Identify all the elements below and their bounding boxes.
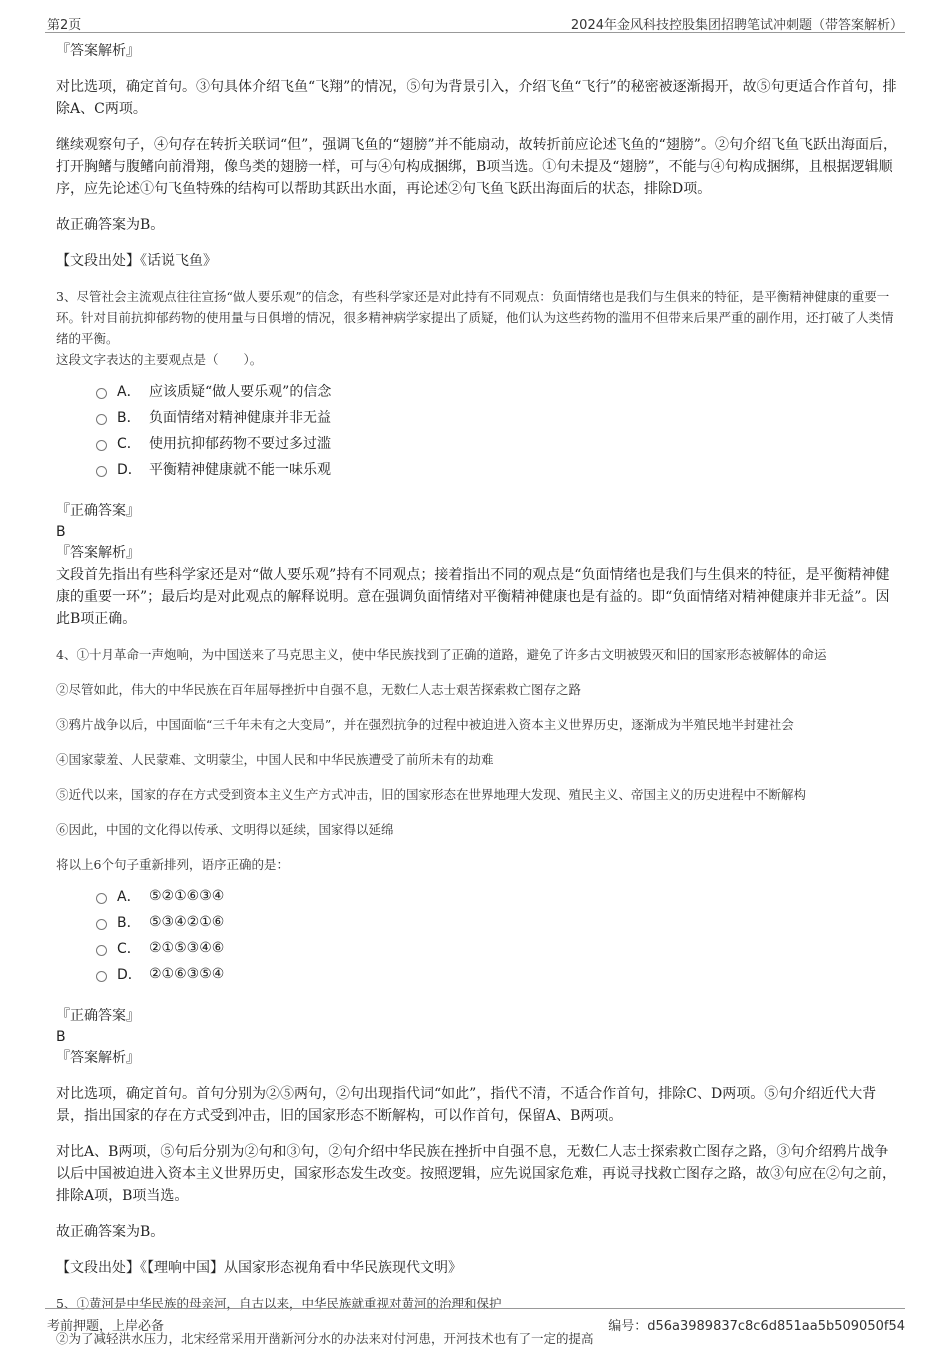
radio-icon[interactable] xyxy=(96,440,107,451)
q3-analysis-heading: 『答案解析』 xyxy=(56,545,140,561)
option-letter: D． xyxy=(117,462,142,478)
q4-source: 【文段出处】《【理响中国】从国家形态视角看中华民族现代文明》 xyxy=(56,1260,462,1276)
q2-analysis-p2: 继续观察句子，④句存在转折关联词“但”，强调飞鱼的“翅膀”并不能扇动，故转折前应论述飞鱼的“翅膀”。②句介绍飞鱼飞跃出海面后，打开胸鳍与腹鳍向前滑翔，像鸟类的翅膀一样，可与④句构成捆绑，B项当选。①句未提及“翅膀”，不能与④句构成捆绑，且根据逻辑顺序，应先论述①句飞鱼特殊的结构可以帮助其跃出水面，再论述②句飞鱼飞跃出海面后的状态，排除D项。 xyxy=(56,137,897,197)
radio-icon[interactable] xyxy=(96,919,107,930)
q4-sentence-5: ⑤近代以来，国家的存在方式受到资本主义生产方式冲击，旧的国家形态在世界地理大发现、殖民主义、帝国主义的历史进程中不断解构 xyxy=(56,787,807,802)
q2-analysis-p1: 对比选项，确定首句。③句具体介绍飞鱼“飞翔”的情况，⑤句为背景引入，介绍飞鱼“飞行”的秘密被逐渐揭开，故⑤句更适合作首句，排除A、C两项。 xyxy=(56,79,897,117)
q2-source: 【文段出处】《话说飞鱼》 xyxy=(56,253,217,269)
option-letter: B． xyxy=(117,410,141,426)
document-title: 2024年金风科技控股集团招聘笔试冲刺题（带答案解析） xyxy=(570,18,903,33)
q4-analysis-heading: 『答案解析』 xyxy=(56,1050,140,1066)
q4-options xyxy=(96,883,902,987)
q3-stem: 3、尽管社会主流观点往往宣扬“做人要乐观”的信念，有些科学家还是对此持有不同观点：负面情绪也是我们与生俱来的特征，是平衡精神健康的重要一环。针对目前抗抑郁药物的使用量与日俱增的情况，很多精神病学家提出了质疑，他们认为这些药物的滥用不但带来后果严重的副作用，还打破了人类情绪的平衡。 xyxy=(56,289,894,346)
q4-sentence-1: 4、①十月革命一声炮响，为中国送来了马克思主义，使中华民族找到了正确的道路，避免了许多古文明被毁灭和旧的国家形态被解体的命运 xyxy=(56,647,827,662)
q4-question: 将以上6个句子重新排列，语序正确的是： xyxy=(56,857,289,872)
q4-analysis-p1: 对比选项，确定首句。首句分别为②⑤两句，②句出现指代词“如此”，指代不清，不适合作首句，排除C、D两项。⑤句介绍近代大背景，指出国家的存在方式受到冲击，旧的国家形态不断解构，可以作首句，保留A、B两项。 xyxy=(56,1086,877,1124)
option-letter: C． xyxy=(117,941,141,957)
q3-option-b[interactable] xyxy=(96,404,902,430)
option-text: 平衡精神健康就不能一味乐观 xyxy=(149,462,331,478)
q3-option-a[interactable] xyxy=(96,378,902,404)
option-text: ②①⑤③④⑥ xyxy=(149,940,225,956)
radio-icon[interactable] xyxy=(96,466,107,477)
option-letter: A． xyxy=(117,889,141,905)
q3-options xyxy=(96,378,902,482)
q4-analysis-p2: 对比A、B两项，⑤句后分别为②句和③句，②句介绍中华民族在挫折中自强不息，无数仁人志士探索救亡图存之路，③句介绍鸦片战争以后中国被迫进入资本主义世界历史，国家形态发生改变。按照逻辑，应先说国家危难，再说寻找救亡图存之路，故③句应在②句之前，排除A项，B项当选。 xyxy=(56,1144,896,1204)
footer-slogan: 考前押题，上岸必备 xyxy=(47,1319,165,1334)
q4-sentence-6: ⑥因此，中国的文化得以传承、文明得以延续，国家得以延绵 xyxy=(56,822,394,837)
option-letter: A． xyxy=(117,384,141,400)
radio-icon[interactable] xyxy=(96,893,107,904)
q4-option-c[interactable] xyxy=(96,935,902,961)
option-letter: D． xyxy=(117,967,142,983)
q4-sentence-4: ④国家蒙羞、人民蒙难、文明蒙尘，中国人民和中华民族遭受了前所未有的劫难 xyxy=(56,752,494,767)
radio-icon[interactable] xyxy=(96,971,107,982)
option-letter: C． xyxy=(117,436,141,452)
q3-analysis: 文段首先指出有些科学家还是对“做人要乐观”持有不同观点；接着指出不同的观点是“负面情绪也是我们与生俱来的特征，是平衡精神健康的重要一环”；最后均是对此观点的解释说明。意在强调负面情绪对平衡精神健康也是有益的。即“负面情绪对精神健康并非无益”。因此B项正确。 xyxy=(56,567,890,627)
q5-sentence-1: 5、①黄河是中华民族的母亲河，自古以来，中华民族就重视对黄河的治理和保护 xyxy=(56,1296,502,1311)
q4-conclusion: 故正确答案为B。 xyxy=(56,1224,165,1240)
radio-icon[interactable] xyxy=(96,414,107,425)
q3-option-d[interactable] xyxy=(96,456,902,482)
option-letter: B． xyxy=(117,915,141,931)
q4-option-d[interactable] xyxy=(96,961,902,987)
option-text: 负面情绪对精神健康并非无益 xyxy=(149,410,331,426)
q3-correct-heading: 『正确答案』 xyxy=(56,503,140,519)
option-text: ②①⑥③⑤④ xyxy=(149,966,225,982)
q3-option-c[interactable] xyxy=(96,430,902,456)
q3-correct-answer: B xyxy=(56,524,66,540)
option-text: ⑤②①⑥③④ xyxy=(149,888,225,904)
q2-analysis-heading: 『答案解析』 xyxy=(56,43,140,59)
page-number: 第2页 xyxy=(47,18,82,33)
q4-option-b[interactable] xyxy=(96,909,902,935)
q4-sentence-3: ③鸦片战争以后，中国面临“三千年未有之大变局”，并在强烈抗争的过程中被迫进入资本主义世界历史，逐渐成为半殖民地半封建社会 xyxy=(56,717,794,732)
q4-correct-heading: 『正确答案』 xyxy=(56,1008,140,1024)
q5-sentence-2: ②为了减轻洪水压力，北宋经常采用开凿新河分水的办法来对付河患，开河技术也有了一定的提高 xyxy=(56,1331,594,1346)
page-header xyxy=(45,12,905,33)
page-footer xyxy=(45,1308,905,1335)
radio-icon[interactable] xyxy=(96,388,107,399)
document-code: 编号：d56a3989837c8c6d851aa5b509050f54 xyxy=(608,1319,905,1334)
q2-conclusion: 故正确答案为B。 xyxy=(56,217,165,233)
radio-icon[interactable] xyxy=(96,945,107,956)
q4-option-a[interactable] xyxy=(96,883,902,909)
option-text: 应该质疑“做人要乐观”的信念 xyxy=(149,384,332,400)
page-content xyxy=(56,40,902,1363)
option-text: ⑤③④②①⑥ xyxy=(149,914,225,930)
q3-question: 这段文字表达的主要观点是（ ）。 xyxy=(56,352,263,367)
q4-correct-answer: B xyxy=(56,1029,66,1045)
q4-sentence-2: ②尽管如此，伟大的中华民族在百年屈辱挫折中自强不息，无数仁人志士艰苦探索救亡图存之路 xyxy=(56,682,582,697)
option-text: 使用抗抑郁药物不要过多过滥 xyxy=(149,436,331,452)
